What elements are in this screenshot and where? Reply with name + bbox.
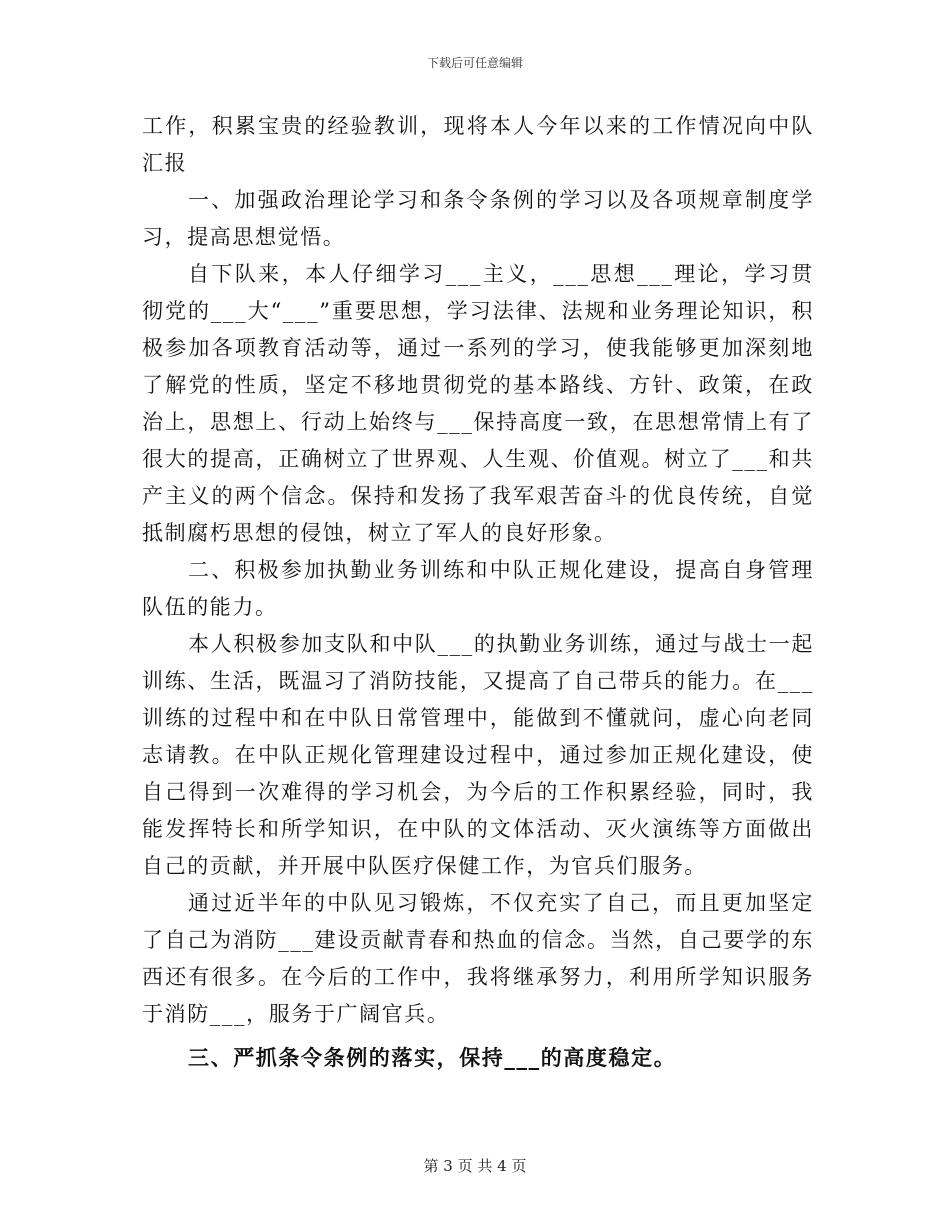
paragraph-continuation: 工作，积累宝贵的经验教训，现将本人今年以来的工作情况向中队汇报 [142,114,814,175]
section-heading-3: 三、严抓条令条例的落实，保持___的高度稳定。 [188,1045,677,1070]
page-number: 第 3 页 共 4 页 [423,1157,527,1175]
paragraph-political-study: 自下队来，本人仔细学习___主义，___思想___理论，学习贯彻党的___大“___”重要思想，学习法律、法规和业务理论知识，积极参加各项教育活动等，通过一系列的学习，使我能够更加深刻地了解党的性质，坚定不移地贯彻党的基本路线、方针、政策，在政治上，思想上、行动上始终与___保持高度一致，在思想常情上有了很大的提高，正确树立了世界观、人生观、价值观。树立了___和共产主义的两个信念。保持和发扬了我军艰苦奋斗的优良传统，自觉抵制腐朽思想的侵蚀，树立了军人的良好形象。 [142,262,814,545]
page-header-note: 下载后可任意编辑 [426,56,523,70]
section-heading-1: 一、加强政治理论学习和条令条例的学习以及各项规章制度学习，提高思想觉悟。 [142,188,814,249]
paragraph-training: 本人积极参加支队和中队___的执勤业务训练，通过与战士一起训练、生活，既温习了消防技能，又提高了自己带兵的能力。在___训练的过程中和在中队日常管理中，能做到不懂就问，虚心向老同志请教。在中队正规化管理建设过程中，通过参加正规化建设，使自己得到一次难得的学习机会，为今后的工作积累经验，同时，我能发挥特长和所学知识，在中队的文体活动、灭火演练等方面做出自己的贡献，并开展中队医疗保健工作，为官兵们服务。 [142,632,814,878]
paragraph-summary: 通过近半年的中队见习锻炼，不仅充实了自己，而且更加坚定了自己为消防___建设贡献青春和热血的信念。当然，自己要学的东西还有很多。在今后的工作中，我将继承努力，利用所学知识服务于消防___，服务于广阔官兵。 [142,891,814,1026]
document-body [142,108,814,1076]
section-heading-2: 二、积极参加执勤业务训练和中队正规化建设，提高自身管理队伍的能力。 [142,558,814,619]
